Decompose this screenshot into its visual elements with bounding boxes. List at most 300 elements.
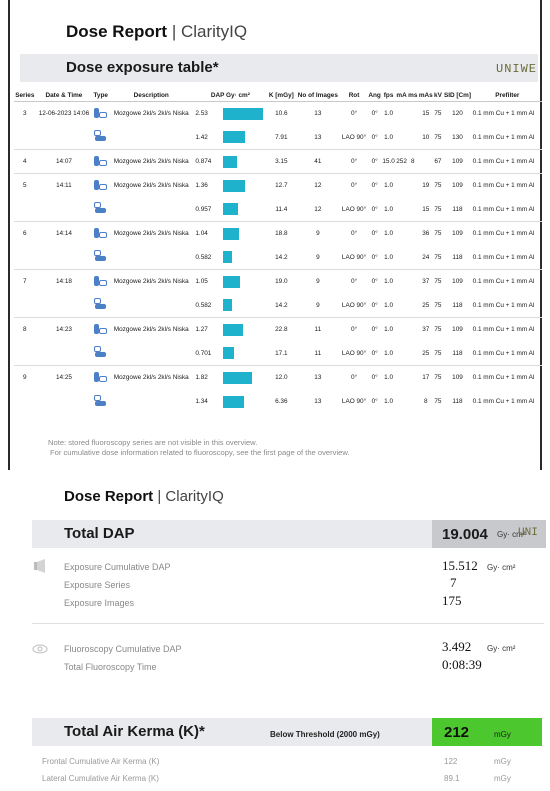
table-row (14, 318, 542, 342)
cell-prefilter: 0.1 mm Cu + 1 mm Al (473, 150, 542, 174)
cell-ms (408, 246, 418, 270)
cell-fps: 1.0 (382, 366, 396, 390)
cell-dap-bar (223, 342, 267, 366)
report-title: Dose Report (66, 22, 168, 41)
cell-ang: 0° (371, 205, 378, 213)
table-row (14, 246, 542, 270)
cell-mas: 25 (422, 301, 430, 309)
cell-rot: LAO 90° (341, 133, 367, 141)
cell-images: 12 (295, 174, 340, 198)
cell-rot: LAO 90° (341, 205, 367, 213)
cell-prefilter: 0.1 mm Cu + 1 mm Al (472, 349, 535, 357)
cell-dap-bar (223, 222, 267, 246)
air-kerma-threshold: Below Threshold (2000 mGy) (270, 730, 380, 739)
table-row (14, 102, 542, 126)
cell-dap: 1.05 (193, 270, 223, 294)
column-header-k: K [mGy] (267, 91, 295, 102)
exposure-series-label: Exposure Series (64, 580, 131, 590)
exposure-cumulative-dap-label: Exposure Cumulative DAP (64, 562, 171, 572)
column-header-kv: kV (434, 91, 443, 102)
cell-kv: 75 (434, 366, 443, 390)
cell-prefilter: 0.1 mm Cu + 1 mm Al (473, 318, 542, 342)
cell-fps: 1.0 (382, 102, 396, 126)
table-note (48, 438, 350, 458)
cell-type (92, 390, 109, 414)
fluoroscopy-cumulative-dap-value: 3.492 (442, 639, 472, 654)
table-row (14, 294, 542, 318)
cell-ang: 0° (371, 133, 378, 141)
cell-k: 14.2 (275, 253, 288, 261)
exposure-icon (34, 559, 46, 573)
cell-series: 8 (14, 318, 36, 342)
column-header-images: No of Images (295, 91, 340, 102)
column-header-rot: Rot (340, 91, 367, 102)
cell-type (92, 342, 109, 366)
cell-kv: 75 (434, 318, 443, 342)
dap-bar (223, 347, 234, 359)
cell-ma (396, 222, 408, 246)
cell-fps: 1.0 (384, 205, 394, 213)
cell-sid: 109 (442, 174, 472, 198)
cell-k: 22.8 (267, 318, 295, 342)
frontal-tube-icon (93, 179, 108, 191)
cell-description (109, 198, 193, 222)
cell-ms (408, 342, 418, 366)
cell-fps: 1.0 (384, 349, 394, 357)
cell-kv: 75 (434, 133, 442, 141)
cell-prefilter: 0.1 mm Cu + 1 mm Al (472, 398, 535, 405)
cell-datetime: 14:23 (36, 318, 93, 342)
dap-bar (223, 251, 232, 263)
cell-ma (396, 126, 408, 150)
note-line-1: Note: stored fluoroscopy series are not visible in this overview. (48, 438, 258, 447)
dap-bar (223, 324, 243, 336)
cell-sid: 118 (452, 253, 463, 261)
cell-rot: LAO 90° (341, 301, 367, 309)
cell-k: 18.8 (267, 222, 295, 246)
cell-rot: LAO 90° (341, 398, 367, 405)
cell-ang: 0° (368, 150, 382, 174)
frontal-tube-icon (93, 155, 108, 167)
cell-images: 13 (314, 398, 322, 405)
column-header-ma: mA (396, 91, 408, 102)
cell-type (92, 270, 109, 294)
table-body (14, 102, 542, 414)
summary-report-page (0, 478, 550, 791)
cell-dap: 1.04 (193, 222, 223, 246)
report-header (66, 22, 247, 42)
table-row (14, 198, 542, 222)
cell-prefilter: 0.1 mm Cu + 1 mm Al (472, 301, 535, 309)
cell-kv: 75 (434, 270, 443, 294)
cell-images: 9 (295, 222, 340, 246)
frontal-tube-icon (93, 323, 108, 335)
cell-k: 7.91 (275, 133, 288, 141)
cell-description: Mozgowe 2kl/s 2kl/s Niska (109, 222, 193, 246)
cell-fps: 1.0 (384, 398, 394, 405)
eye-icon (32, 644, 48, 654)
fluoroscopy-cumulative-dap-label: Fluoroscopy Cumulative DAP (64, 644, 182, 654)
cell-ms (408, 318, 418, 342)
cell-ang: 0° (368, 222, 382, 246)
cell-series: 6 (14, 222, 36, 246)
cell-description: Mozgowe 2kl/s 2kl/s Niska (109, 150, 193, 174)
cell-images: 12 (314, 205, 322, 213)
cell-rot: 0° (340, 318, 367, 342)
cell-kv: 75 (434, 102, 443, 126)
cell-mas: 15 (422, 205, 430, 213)
cell-kv: 75 (434, 205, 442, 213)
cell-sid: 118 (452, 301, 463, 309)
cell-k: 17.1 (275, 349, 288, 357)
cell-mas: 37 (418, 318, 434, 342)
cell-series (14, 246, 36, 270)
lateral-tube-icon (93, 346, 108, 358)
dap-bar (223, 180, 245, 192)
total-dap-unit: Gy· cm² (497, 530, 526, 539)
total-dap-label: Total DAP (64, 525, 135, 542)
frontal-tube-icon (93, 371, 108, 383)
cell-sid: 109 (442, 366, 472, 390)
watermark-2: UNI (518, 527, 538, 539)
cell-dap: 1.27 (193, 318, 223, 342)
cell-type (92, 222, 109, 246)
cell-dap-bar (223, 294, 267, 318)
frontal-tube-icon (93, 227, 108, 239)
cell-type (92, 102, 109, 126)
column-header-series: Series (14, 91, 36, 102)
cell-images: 41 (295, 150, 340, 174)
table-row (14, 342, 542, 366)
cell-type (92, 150, 109, 174)
cell-dap: 0.957 (195, 205, 212, 213)
cell-ang: 0° (368, 102, 382, 126)
column-header-ang: Ang (368, 91, 382, 102)
dap-bar (223, 108, 263, 120)
note-line-2: For cumulative dose information related to fluoroscopy, see the first page of the overview. (50, 448, 350, 457)
table-row (14, 366, 542, 390)
cell-mas: 10 (422, 133, 430, 141)
cell-ang: 0° (371, 398, 378, 405)
cell-datetime: 14:11 (36, 174, 93, 198)
frontal-tube-icon (93, 107, 108, 119)
fluoroscopy-time-label: Total Fluoroscopy Time (64, 662, 157, 672)
cell-prefilter: 0.1 mm Cu + 1 mm Al (473, 222, 542, 246)
cell-ms (408, 198, 418, 222)
dap-bar (223, 131, 245, 143)
cell-ms (408, 102, 418, 126)
lateral-tube-icon (93, 395, 108, 407)
cell-datetime: 14:14 (36, 222, 93, 246)
cell-series (14, 342, 36, 366)
cell-ang: 0° (368, 318, 382, 342)
cell-ms (408, 366, 418, 390)
cell-fps: 1.0 (384, 133, 394, 141)
cell-fps: 15.0 (382, 150, 396, 174)
cell-dap-bar (223, 246, 267, 270)
fluoroscopy-cumulative-dap-unit: Gy· cm² (487, 644, 516, 653)
cell-prefilter: 0.1 mm Cu + 1 mm Al (473, 174, 542, 198)
frontal-tube-icon (93, 275, 108, 287)
cell-dap: 0.701 (195, 349, 212, 357)
cell-sid: 118 (452, 398, 463, 405)
cell-k: 12.0 (267, 366, 295, 390)
cell-prefilter: 0.1 mm Cu + 1 mm Al (473, 366, 542, 390)
cell-images: 9 (295, 270, 340, 294)
cell-dap-bar (223, 198, 267, 222)
cell-images: 13 (295, 366, 340, 390)
cell-k: 10.6 (267, 102, 295, 126)
frontal-air-kerma-unit: mGy (494, 757, 511, 766)
cell-images: 11 (295, 318, 340, 342)
cell-description: Mozgowe 2kl/s 2kl/s Niska (109, 174, 193, 198)
cell-series: 3 (14, 102, 36, 126)
cell-rot: LAO 90° (341, 349, 367, 357)
table-row (14, 126, 542, 150)
cell-fps: 1.0 (382, 270, 396, 294)
column-header-type: Type (92, 91, 109, 102)
lateral-air-kerma-label: Lateral Cumulative Air Kerma (K) (42, 774, 159, 783)
cell-datetime (36, 342, 93, 366)
table-row (14, 174, 542, 198)
dap-bar (223, 228, 239, 240)
cell-ma: 252 (396, 150, 408, 174)
cell-datetime: 14:25 (36, 366, 93, 390)
cell-rot: 0° (340, 270, 367, 294)
table-row (14, 270, 542, 294)
cell-ma (396, 366, 408, 390)
exposure-report-page (8, 0, 542, 470)
cell-mas: 15 (418, 102, 434, 126)
cell-ms (408, 126, 418, 150)
cell-type (92, 126, 109, 150)
cell-description: Mozgowe 2kl/s 2kl/s Niska (109, 270, 193, 294)
lateral-tube-icon (93, 202, 108, 214)
cell-ang: 0° (368, 366, 382, 390)
dap-bar (223, 396, 244, 408)
cell-sid: 109 (442, 318, 472, 342)
column-header-prefilter: Prefilter (473, 91, 542, 102)
exposure-images-label: Exposure Images (64, 598, 135, 608)
cell-dap-bar (223, 150, 267, 174)
cell-images: 9 (316, 301, 320, 309)
cell-rot: 0° (340, 102, 367, 126)
cell-mas: 8 (423, 398, 428, 405)
cell-rot: 0° (340, 150, 367, 174)
cell-description (109, 294, 193, 318)
cell-images: 13 (314, 133, 322, 141)
cell-type (92, 294, 109, 318)
column-header-sid: SID [Cm] (442, 91, 472, 102)
cell-kv: 67 (434, 150, 443, 174)
cell-kv: 75 (434, 349, 442, 357)
cell-description (109, 390, 193, 414)
cell-ma (396, 294, 408, 318)
table-row (14, 222, 542, 246)
cell-type (92, 246, 109, 270)
cell-type (92, 198, 109, 222)
column-header-datetime: Date & Time (36, 91, 93, 102)
fluoroscopy-time-value: 0:08:39 (442, 657, 482, 672)
cell-prefilter: 0.1 mm Cu + 1 mm Al (472, 133, 535, 141)
cell-series (14, 294, 36, 318)
lateral-tube-icon (93, 250, 108, 262)
table-row (14, 390, 542, 414)
cell-datetime: 14:07 (36, 150, 93, 174)
cell-datetime: 12-06-2023 14:06 (36, 102, 93, 126)
cell-description (109, 126, 193, 150)
dap-bar (223, 156, 237, 168)
cell-datetime (36, 390, 93, 414)
cell-rot: 0° (340, 174, 367, 198)
cell-series: 9 (14, 366, 36, 390)
summary-brand: | ClarityIQ (157, 488, 224, 505)
cell-k: 12.7 (267, 174, 295, 198)
air-kerma-value: 212 (444, 724, 470, 741)
cell-datetime (36, 126, 93, 150)
cell-dap-bar (223, 366, 267, 390)
cell-ms: 8 (408, 150, 418, 174)
cell-ang: 0° (371, 349, 378, 357)
cell-kv: 75 (434, 222, 443, 246)
cell-fps: 1.0 (382, 222, 396, 246)
cell-series (14, 198, 36, 222)
cell-description: Mozgowe 2kl/s 2kl/s Niska (109, 366, 193, 390)
cell-ma (396, 246, 408, 270)
cell-mas: 25 (422, 349, 430, 357)
cell-datetime (36, 294, 93, 318)
frontal-air-kerma-label: Frontal Cumulative Air Kerma (K) (42, 757, 160, 766)
cell-k: 3.15 (267, 150, 295, 174)
cell-sid: 109 (442, 222, 472, 246)
cell-type (92, 174, 109, 198)
lateral-air-kerma-value: 89.1 (444, 774, 460, 783)
cell-dap-bar (223, 126, 267, 150)
cell-prefilter: 0.1 mm Cu + 1 mm Al (472, 205, 535, 213)
cell-rot: LAO 90° (341, 253, 367, 261)
dap-bar (223, 276, 240, 288)
cell-k: 19.0 (267, 270, 295, 294)
cell-dap: 0.582 (195, 253, 212, 261)
cell-mas: 24 (422, 253, 430, 261)
cell-k: 6.36 (275, 398, 288, 405)
exposure-cumulative-dap-value: 15.512 (442, 558, 478, 573)
cell-dap-bar (223, 270, 267, 294)
report-brand: | ClarityIQ (171, 22, 248, 41)
total-dap-value: 19.004 (442, 526, 488, 543)
cell-ma (396, 342, 408, 366)
cell-ang: 0° (371, 301, 378, 309)
cell-kv: 75 (434, 398, 442, 405)
cell-ma (396, 270, 408, 294)
cell-dap-bar (223, 390, 267, 414)
cell-series (14, 390, 36, 414)
cell-series: 5 (14, 174, 36, 198)
cell-ms (408, 174, 418, 198)
section-title: Dose exposure table* (66, 59, 219, 76)
frontal-air-kerma-value: 122 (444, 757, 458, 766)
cell-rot: 0° (340, 366, 367, 390)
cell-datetime (36, 246, 93, 270)
cell-ma (396, 318, 408, 342)
cell-fps: 1.0 (382, 174, 396, 198)
cell-mas: 19 (418, 174, 434, 198)
cell-fps: 1.0 (382, 318, 396, 342)
cell-prefilter: 0.1 mm Cu + 1 mm Al (473, 102, 542, 126)
cell-type (92, 366, 109, 390)
cell-dap: 1.82 (193, 366, 223, 390)
column-header-description: Description (109, 91, 193, 102)
cell-sid: 118 (452, 349, 463, 357)
cell-prefilter: 0.1 mm Cu + 1 mm Al (473, 270, 542, 294)
dose-exposure-table (14, 91, 542, 414)
cell-ma (396, 198, 408, 222)
cell-series (14, 126, 36, 150)
cell-k: 14.2 (275, 301, 288, 309)
cell-ms (408, 222, 418, 246)
cell-ms (408, 294, 418, 318)
cell-sid: 109 (442, 150, 472, 174)
cell-series: 4 (14, 150, 36, 174)
exposure-cumulative-dap-unit: Gy· cm² (487, 563, 516, 572)
cell-dap-bar (223, 102, 267, 126)
cell-dap: 1.34 (195, 398, 208, 405)
air-kerma-label: Total Air Kerma (K)* (64, 723, 205, 740)
lateral-tube-icon (93, 130, 108, 142)
cell-mas: 37 (418, 270, 434, 294)
cell-dap-bar (223, 318, 267, 342)
cell-dap: 1.42 (195, 133, 208, 141)
exposure-series-value: 7 (450, 575, 457, 590)
column-header-fps: fps (382, 91, 396, 102)
cell-k: 11.4 (275, 205, 288, 213)
cell-ma (396, 390, 408, 414)
cell-ms (408, 390, 418, 414)
cell-series: 7 (14, 270, 36, 294)
table-header-row (14, 91, 542, 102)
dap-bar (223, 299, 232, 311)
column-header-mas: mAs (418, 91, 434, 102)
table-row (14, 150, 542, 174)
cell-description (109, 246, 193, 270)
watermark: UNIWE (496, 62, 538, 76)
cell-description (109, 342, 193, 366)
column-header-dap: DAP Gy· cm² (193, 91, 267, 102)
cell-sid: 109 (442, 270, 472, 294)
cell-datetime (36, 198, 93, 222)
cell-ma (396, 102, 408, 126)
cell-mas (418, 150, 434, 174)
divider (32, 623, 544, 624)
cell-description: Mozgowe 2kl/s 2kl/s Niska (109, 318, 193, 342)
exposure-images-value: 175 (442, 593, 462, 608)
lateral-tube-icon (93, 298, 108, 310)
cell-mas: 17 (418, 366, 434, 390)
air-kerma-unit: mGy (494, 730, 511, 739)
cell-images: 9 (316, 253, 320, 261)
lateral-air-kerma-unit: mGy (494, 774, 511, 783)
cell-images: 13 (295, 102, 340, 126)
cell-kv: 75 (434, 301, 442, 309)
cell-dap-bar (223, 174, 267, 198)
cell-dap: 0.582 (195, 301, 212, 309)
cell-mas: 36 (418, 222, 434, 246)
cell-type (92, 318, 109, 342)
cell-images: 11 (314, 349, 322, 357)
cell-ms (408, 270, 418, 294)
column-header-ms: ms (408, 91, 418, 102)
cell-fps: 1.0 (384, 301, 394, 309)
